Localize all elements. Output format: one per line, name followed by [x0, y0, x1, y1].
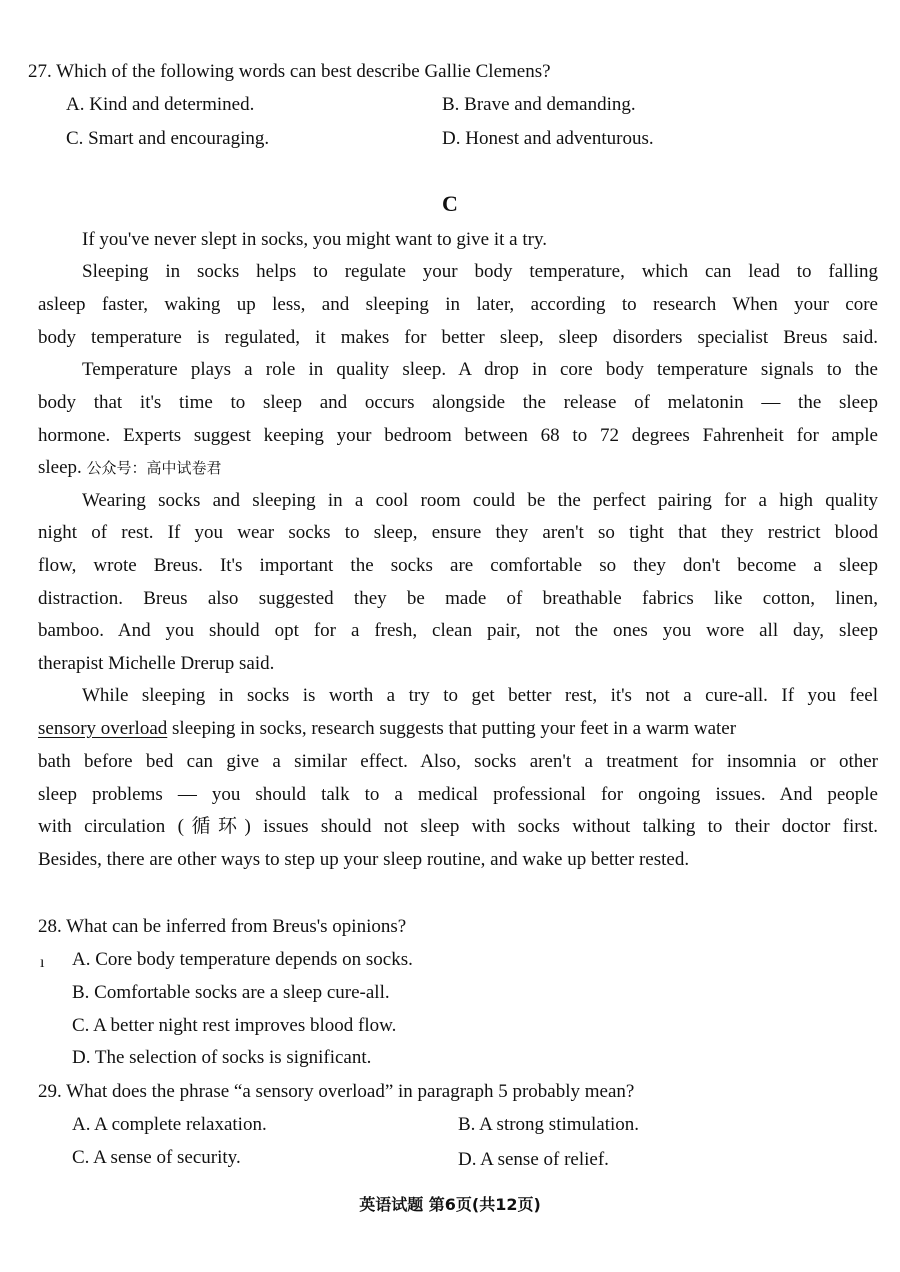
paragraph-line: [38, 456, 222, 480]
underlined-phrase: sensory overload: [38, 718, 168, 739]
paragraph-line: bamboo. And you should opt for a fresh, clean pair, not the ones you wore all day, sleep: [38, 620, 878, 641]
q29-option-d: D. A sense of relief.: [458, 1149, 609, 1170]
q28-stem: 28. What can be inferred from Breus's opinions?: [38, 916, 407, 937]
margin-mark: ı: [40, 954, 45, 971]
paragraph-line: body that it's time to sleep and occurs alongside the release of melatonin — the sleep: [38, 392, 878, 413]
paragraph-line-text: sleeping in socks, research suggests that putting your feet in a warm water: [167, 718, 737, 739]
paragraph-line: Sleeping in socks helps to regulate your body temperature, which can lead to falling: [82, 261, 878, 282]
paragraph-line: While sleeping in socks is worth a try to get better rest, it's not a cure-all. If you feel: [82, 685, 878, 706]
passage-heading: C: [442, 191, 458, 216]
q27-option-d: D. Honest and adventurous.: [442, 128, 654, 149]
paragraph-line: If you've never slept in socks, you might want to give it a try.: [82, 229, 547, 250]
paragraph-line: bath before bed can give a similar effect. Also, socks aren't a treatment for insomnia or other: [38, 751, 878, 772]
paragraph-line: sleep problems — you should talk to a medical professional for ongoing issues. And people: [38, 784, 878, 805]
q28-option-b: B. Comfortable socks are a sleep cure-all.: [72, 982, 390, 1003]
paragraph-line: asleep faster, waking up less, and sleeping in later, according to research When your core: [38, 294, 878, 315]
paragraph-line: Temperature plays a role in quality sleep. A drop in core body temperature signals to the: [82, 359, 878, 380]
q27-stem: 27. Which of the following words can best describe Gallie Clemens?: [28, 61, 551, 82]
q28-option-a: A. Core body temperature depends on socks.: [72, 949, 413, 970]
q29-stem: 29. What does the phrase “a sensory overload” in paragraph 5 probably mean?: [38, 1081, 635, 1102]
paragraph-line: body temperature is regulated, it makes for better sleep, sleep disorders specialist Breus said.: [38, 327, 878, 348]
q27-option-b: B. Brave and demanding.: [442, 94, 636, 115]
q29-option-b: B. A strong stimulation.: [458, 1114, 640, 1135]
paragraph-line: Besides, there are other ways to step up your sleep routine, and wake up better rested.: [38, 849, 690, 870]
q29-option-a: A. A complete relaxation.: [72, 1114, 267, 1135]
paragraph-line: [38, 717, 878, 741]
paragraph-line-text: sleep.: [38, 457, 82, 478]
paragraph-line: Wearing socks and sleeping in a cool room could be the perfect pairing for a high quality: [82, 490, 878, 511]
q27-option-a: A. Kind and determined.: [66, 94, 255, 115]
paragraph-line: flow, wrote Breus. It's important the socks are comfortable so they don't become a sleep: [38, 555, 878, 576]
q28-option-d: D. The selection of socks is significant.: [72, 1047, 372, 1068]
q28-option-c: C. A better night rest improves blood flow.: [72, 1015, 397, 1036]
paragraph-line: distraction. Breus also suggested they be made of breathable fabrics like cotton, linen,: [38, 588, 878, 609]
q29-option-c: C. A sense of security.: [72, 1147, 241, 1168]
paragraph-line: night of rest. If you wear socks to sleep, ensure they aren't so tight that they restrict blood: [38, 522, 878, 543]
paragraph-line: therapist Michelle Drerup said.: [38, 653, 275, 674]
q27-option-c: C. Smart and encouraging.: [66, 128, 270, 149]
page-footer: 英语试题 第6页(共12页): [359, 1195, 541, 1214]
watermark-text: 公众号：高中试卷君: [86, 459, 222, 477]
paragraph-line: with circulation (循环) issues should not sleep with socks without talking to their doctor first.: [38, 816, 878, 837]
paragraph-line: hormone. Experts suggest keeping your bedroom between 68 to 72 degrees Fahrenheit for ample: [38, 425, 878, 446]
